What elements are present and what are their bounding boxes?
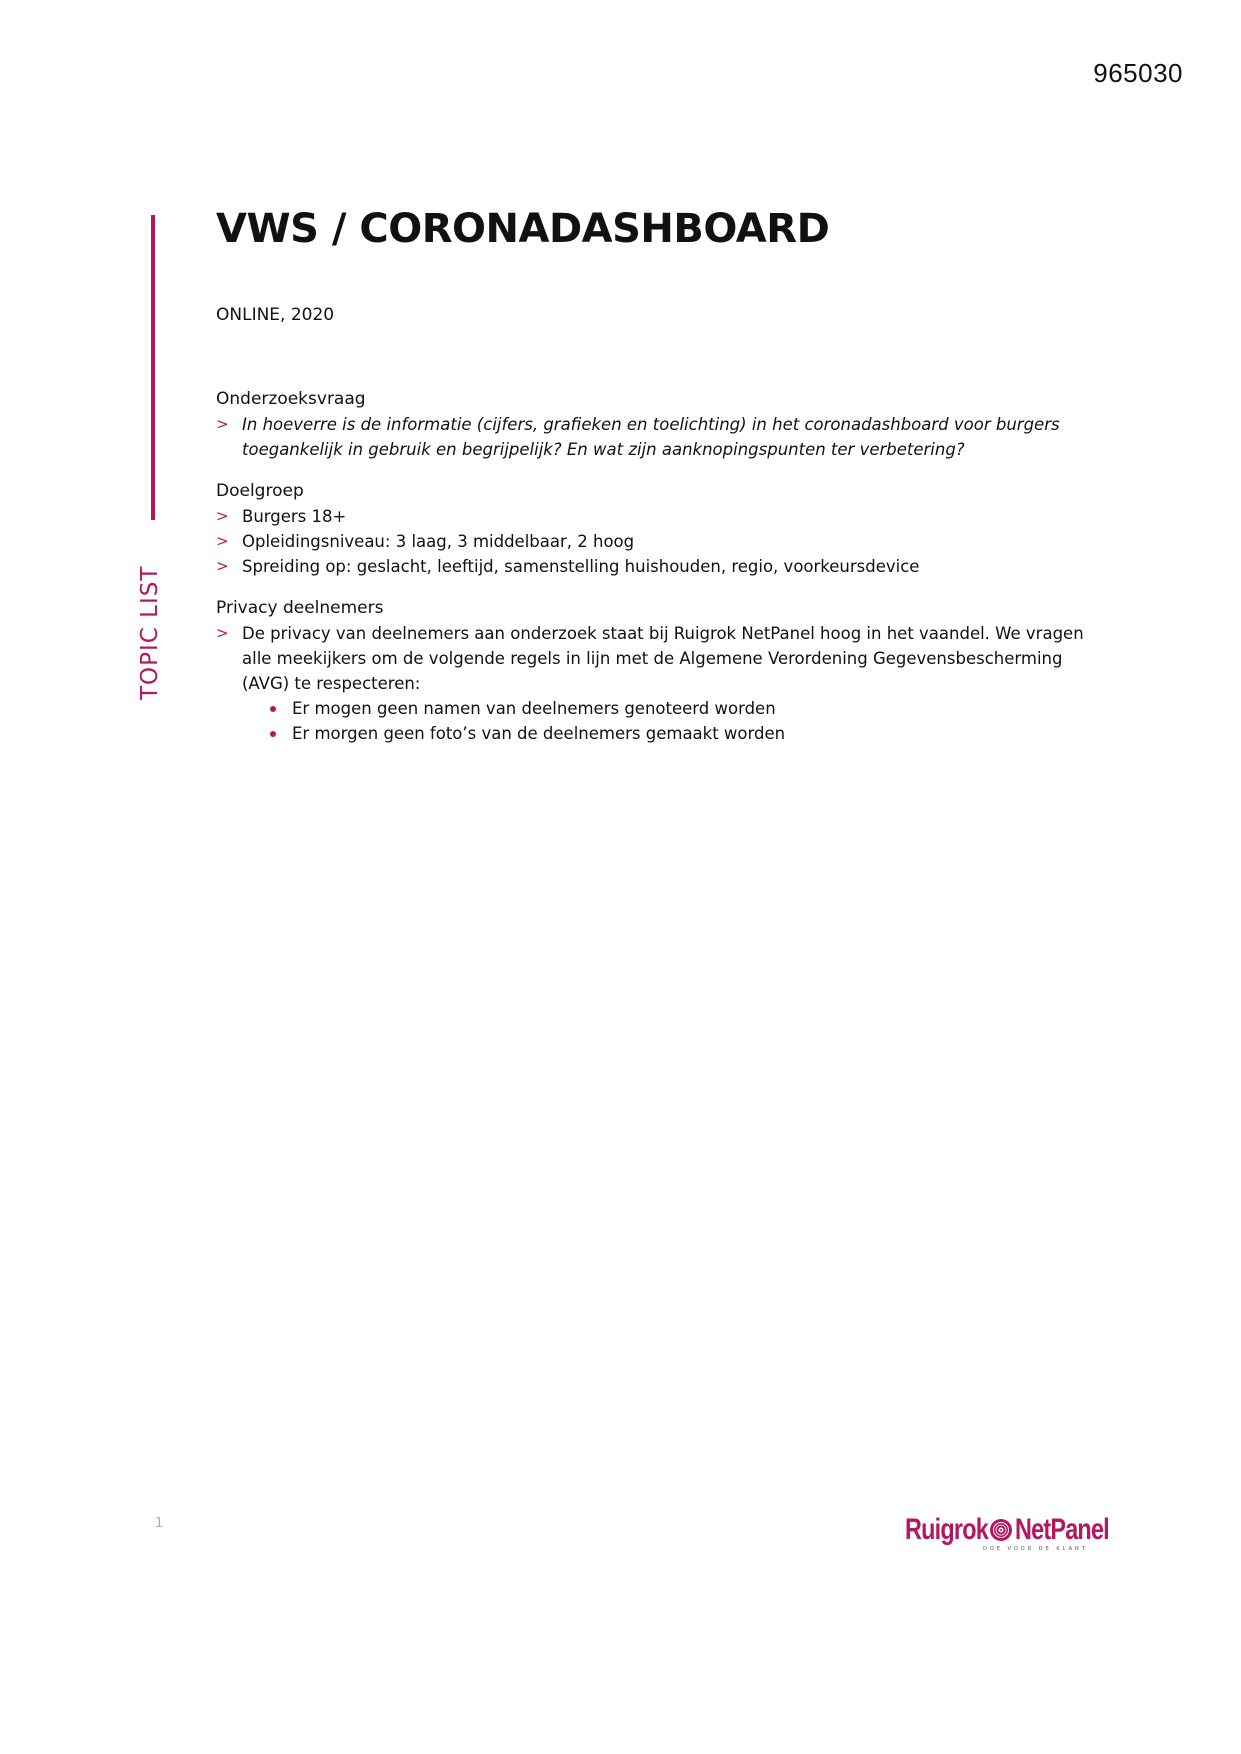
chevron-right-icon: > xyxy=(216,507,229,525)
list-item-text: Burgers 18+ xyxy=(242,507,347,526)
list-item-text: De privacy van deelnemers aan onderzoek staat bij Ruigrok NetPanel hoog in het vaandel. We vragen alle meekijkers om de volgende regels in lijn met de Algemene Verordening Gegevensbescherming (AVG) te respecteren: xyxy=(242,624,1084,693)
document-number: 965030 xyxy=(1093,58,1183,88)
list-item xyxy=(216,504,1096,529)
section-heading: Privacy deelnemers xyxy=(216,598,384,618)
bullet-item xyxy=(266,721,1096,746)
list-item-text: Opleidingsniveau: 3 laag, 3 middelbaar, 2 hoog xyxy=(242,532,635,551)
section-heading: Doelgroep xyxy=(216,481,304,501)
chevron-right-icon: > xyxy=(216,532,229,550)
section-privacy xyxy=(216,596,1096,746)
disc-icon xyxy=(989,1518,1013,1542)
bullet-item-text: Er morgen geen foto’s van de deelnemers gemaakt worden xyxy=(292,724,786,743)
accent-bar xyxy=(151,215,155,520)
logo-word-right: NetPanel xyxy=(1015,1513,1109,1546)
list-item-text: Spreiding op: geslacht, leeftijd, samenstelling huishouden, regio, voorkeursdevice xyxy=(242,557,920,576)
page-number: 1 xyxy=(155,1516,164,1531)
arrow-list xyxy=(216,412,1096,462)
bullet-dot-icon xyxy=(270,706,276,712)
chevron-right-icon: > xyxy=(216,624,229,642)
logo-tagline: DOE VOOR DE KLANT xyxy=(983,1546,1088,1552)
list-item xyxy=(216,529,1096,554)
ruigrok-netpanel-logo xyxy=(905,1512,1109,1558)
section-heading: Onderzoeksvraag xyxy=(216,389,366,409)
list-item xyxy=(216,554,1096,579)
list-item xyxy=(216,412,1096,462)
side-label-topic-list: TOPIC LIST xyxy=(137,565,163,700)
document-subtitle: ONLINE, 2020 xyxy=(216,305,335,325)
chevron-right-icon: > xyxy=(216,557,229,575)
list-item-text: In hoeverre is de informatie (cijfers, grafieken en toelichting) in het coronadashboard voor burgers toegankelijk in gebruik en begrijpelijk? En wat zijn aanknopingspunten ter verbetering? xyxy=(242,415,1060,459)
bullet-item-text: Er mogen geen namen van deelnemers genoteerd worden xyxy=(292,699,776,718)
bullet-item xyxy=(266,696,1096,721)
document-content xyxy=(216,205,1096,746)
list-item xyxy=(216,621,1096,746)
arrow-list xyxy=(216,504,1096,579)
chevron-right-icon: > xyxy=(216,415,229,433)
arrow-list xyxy=(216,621,1096,746)
document-title: VWS / CORONADASHBOARD xyxy=(216,206,830,252)
bullet-dot-icon xyxy=(270,731,276,737)
bullet-list xyxy=(242,696,1096,746)
section-research-question xyxy=(216,387,1096,462)
logo-word-left: Ruigrok xyxy=(905,1513,988,1546)
section-target-group xyxy=(216,479,1096,579)
